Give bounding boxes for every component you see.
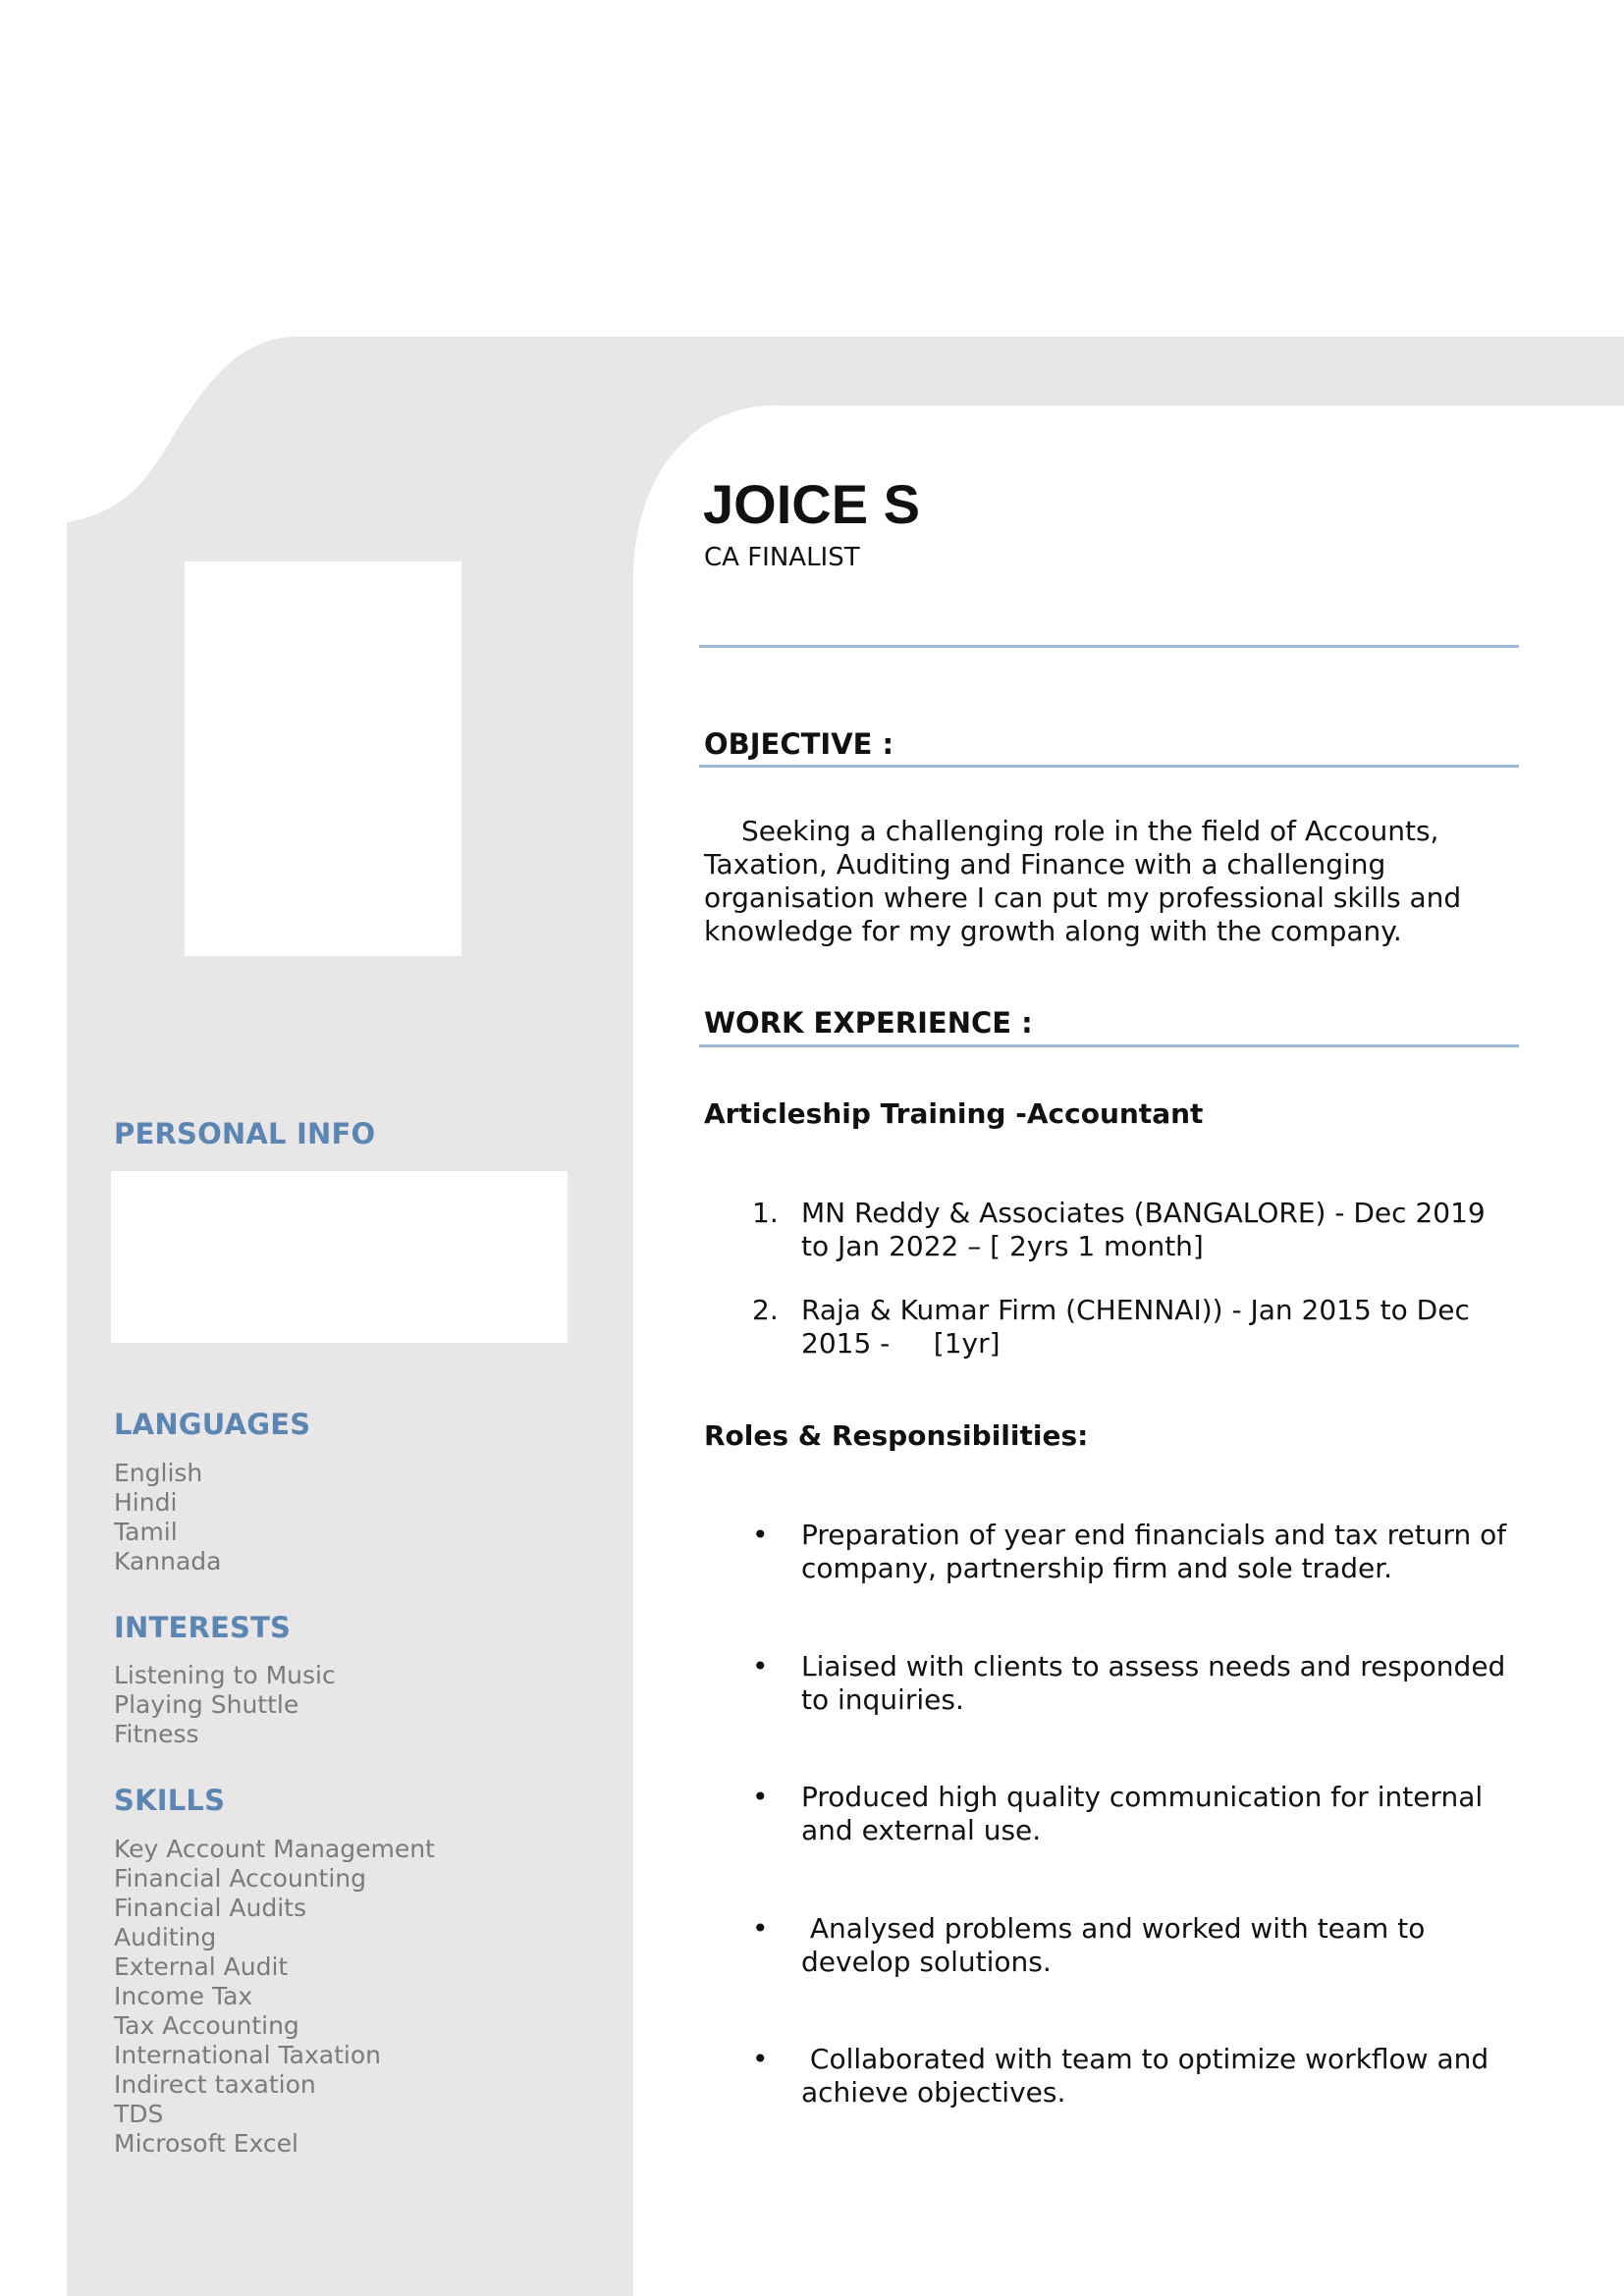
articleship-role: Articleship Training -Accountant bbox=[704, 1097, 1204, 1130]
objective-heading: OBJECTIVE : bbox=[704, 727, 894, 761]
list-item: Microsoft Excel bbox=[114, 2129, 298, 2158]
list-item: Income Tax bbox=[114, 1982, 253, 2010]
list-item: Tamil bbox=[114, 1518, 178, 1546]
objective-divider bbox=[699, 765, 1519, 768]
candidate-title: CA FINALIST bbox=[704, 543, 860, 572]
list-item: • Analysed problems and worked with team to develop solutions. bbox=[752, 1912, 1435, 1978]
list-item: • Produced high quality communication for internal and external use. bbox=[752, 1781, 1484, 1846]
list-item: • Liaised with clients to assess needs and responded to inquiries. bbox=[752, 1650, 1506, 1716]
objective-text: Seeking a challenging role in the field of Accounts, Taxation, Auditing and Finance with a challenging organisation where I can put my professional skills and knowledge for my growth along with the company. bbox=[704, 815, 1462, 947]
header-divider bbox=[699, 645, 1519, 648]
list-item: International Taxation bbox=[114, 2041, 381, 2069]
languages-list bbox=[114, 1459, 221, 1576]
list-item: 1. MN Reddy & Associates (BANGALORE) - Dec 2019 to Jan 2022 – [ 2yrs 1 month] bbox=[752, 1197, 1486, 1262]
interests-list bbox=[114, 1661, 336, 1749]
list-item: Key Account Management bbox=[114, 1835, 435, 1863]
skills-list bbox=[114, 1835, 435, 2159]
list-item: Financial Accounting bbox=[114, 1864, 367, 1893]
list-item: Kannada bbox=[114, 1547, 222, 1575]
list-item: Playing Shuttle bbox=[114, 1690, 299, 1719]
skills-heading: SKILLS bbox=[114, 1784, 226, 1817]
work-experience-heading: WORK EXPERIENCE : bbox=[704, 1006, 1033, 1040]
list-item: Indirect taxation bbox=[114, 2070, 316, 2099]
list-item: • Preparation of year end financials and tax return of company, partnership firm and sole trader. bbox=[752, 1519, 1507, 1584]
candidate-name: JOICE S bbox=[703, 473, 920, 535]
list-item: English bbox=[114, 1459, 203, 1487]
languages-heading: LANGUAGES bbox=[114, 1408, 311, 1441]
list-item: 2. Raja & Kumar Firm (CHENNAI)) - Jan 2015 to Dec 2015 - [1yr] bbox=[752, 1294, 1479, 1360]
interests-heading: INTERESTS bbox=[114, 1611, 292, 1644]
list-item: TDS bbox=[114, 2100, 164, 2128]
personal-info-box bbox=[111, 1171, 568, 1343]
list-item: Tax Accounting bbox=[114, 2011, 299, 2040]
personal-info-heading: PERSONAL INFO bbox=[114, 1117, 376, 1150]
list-item: • Collaborated with team to optimize workflow and achieve objectives. bbox=[752, 2043, 1498, 2109]
list-item: Auditing bbox=[114, 1923, 217, 1951]
roles-heading: Roles & Responsibilities: bbox=[704, 1419, 1089, 1452]
list-item: Financial Audits bbox=[114, 1894, 307, 1922]
list-item: Listening to Music bbox=[114, 1661, 336, 1689]
work-experience-divider bbox=[699, 1044, 1519, 1047]
list-item: External Audit bbox=[114, 1952, 289, 1981]
profile-photo bbox=[185, 561, 461, 956]
list-item: Fitness bbox=[114, 1720, 199, 1748]
list-item: Hindi bbox=[114, 1488, 178, 1517]
